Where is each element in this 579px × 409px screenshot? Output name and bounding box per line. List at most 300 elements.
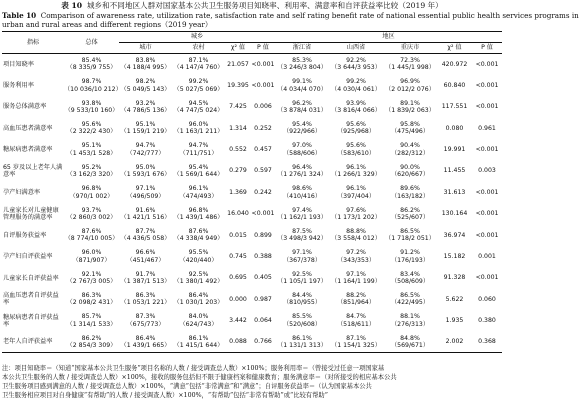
total-cell: [64, 225, 119, 246]
comparison-table: [2, 31, 502, 353]
table-row: [2, 289, 502, 310]
zhejiang-cell: [275, 182, 329, 203]
count-value: （583/610）: [336, 149, 376, 157]
table-caption-en-line2: urban and rural areas and different regions（2019 year）: [2, 20, 213, 29]
count-value: （2 854/3 309）: [66, 342, 117, 350]
header-shanxi: 山西省: [329, 43, 383, 54]
shanxi-cell: [329, 118, 383, 139]
p-value-cell: <0.001: [251, 60, 275, 68]
indicator-cell: 项目知晓率: [3, 60, 34, 68]
urban-cell: [119, 118, 172, 139]
rural-cell: [172, 96, 225, 117]
count-value: （1 453/1 528）: [66, 149, 117, 157]
p-value-cell: 0.766: [254, 338, 272, 346]
rate-value: 87.6%: [81, 227, 102, 235]
chi-square-cell: 7.425: [229, 103, 247, 111]
chi-square-cell: 19.991: [443, 145, 466, 153]
rate-value: 96.8%: [188, 206, 209, 214]
rural-cell: [172, 75, 225, 96]
rate-value: 86.3%: [135, 292, 156, 300]
count-value: （1 163/1 211）: [173, 128, 224, 136]
count-value: （1 173/1 202）: [331, 213, 381, 221]
rate-value: 92.2%: [346, 57, 366, 65]
rate-value: 93.2%: [135, 99, 156, 107]
rate-value: 87.3%: [135, 313, 156, 321]
rate-value: 94.7%: [135, 142, 156, 150]
rate-value: 85.3%: [292, 57, 312, 65]
count-value: （1 421/1 516）: [120, 213, 171, 221]
rate-value: 99.1%: [292, 78, 312, 86]
chi-square-cell: 0.080: [445, 124, 464, 132]
rate-value: 96.4%: [292, 163, 312, 171]
count-value: （3 246/3 804）: [277, 64, 327, 72]
count-value: （3 816/4 066）: [331, 106, 381, 114]
table-row: [2, 118, 502, 139]
rate-value: 72.3%: [400, 57, 420, 65]
count-value: （624/743）: [179, 320, 218, 328]
count-value: （675/773）: [126, 320, 165, 328]
table-caption-zh: [2, 1, 502, 10]
total-cell: [64, 203, 119, 224]
footnote-line: 注：项目知晓率＝（知道“国家基本公共卫生服务”项目名称的人数 / 接受调查总人数）×100%；服务利用率＝（曾接受过任意一项国家基: [2, 365, 385, 372]
count-value: （4 030/4 061）: [331, 85, 381, 93]
rate-value: 96.9%: [400, 78, 420, 86]
p-value-cell: 0.003: [478, 167, 496, 175]
zhejiang-cell: [275, 225, 329, 246]
urban-cell: [119, 160, 172, 181]
rate-value: 94.5%: [188, 99, 209, 107]
shanxi-cell: [329, 96, 383, 117]
indicator-cell: 自评服务获益率: [3, 231, 47, 239]
table-row: [2, 96, 502, 117]
count-value: （4 188/4 995）: [120, 64, 171, 72]
chongqing-cell: [383, 118, 437, 139]
chi-square-cell: 0.745: [229, 252, 247, 260]
indicator-cell: 服务总体满意率: [3, 103, 47, 111]
p-value-cell: 0.242: [254, 188, 272, 196]
rate-value: 95.1%: [135, 120, 156, 128]
count-value: （176/193）: [390, 256, 430, 264]
rate-value: 96.6%: [135, 249, 156, 257]
urban-cell: [119, 203, 172, 224]
count-value: （3 558/4 012）: [331, 235, 381, 243]
urban-cell: [119, 267, 172, 288]
rural-cell: [172, 289, 225, 310]
p-value-cell: <0.001: [475, 274, 499, 282]
table-row: [2, 182, 502, 203]
indicator-cell: 65 岁及以上老年人满意率: [3, 163, 63, 179]
count-value: （422/495）: [390, 299, 430, 307]
rate-value: 95.0%: [135, 163, 156, 171]
header-region: 地区: [275, 32, 502, 43]
rate-value: 97.1%: [346, 270, 366, 278]
total-cell: [64, 54, 119, 75]
rate-value: 89.1%: [400, 99, 420, 107]
count-value: （1 159/1 219）: [120, 128, 171, 136]
count-value: （1 154/1 325）: [331, 342, 381, 350]
chi-square-cell: 5.622: [445, 295, 464, 303]
rate-value: 86.1%: [188, 334, 209, 342]
p-value-cell: <0.001: [251, 210, 275, 218]
total-cell: [64, 289, 119, 310]
count-value: （1 439/1 665）: [120, 342, 171, 350]
count-value: （925/968）: [336, 128, 376, 136]
table-caption-en: [2, 11, 579, 20]
count-value: （367/378）: [282, 256, 322, 264]
rate-value: 93.8%: [81, 99, 102, 107]
zhejiang-cell: [275, 54, 329, 75]
rate-value: 86.3%: [81, 292, 102, 300]
chongqing-cell: [383, 96, 437, 117]
shanxi-cell: [329, 54, 383, 75]
p-value-cell: 0.899: [254, 231, 272, 239]
chongqing-cell: [383, 246, 437, 267]
p-value-cell: 0.380: [478, 317, 496, 325]
count-value: （2 860/3 002）: [66, 213, 117, 221]
count-value: （4 338/4 949）: [173, 235, 224, 243]
chi-square-cell: 0.552: [229, 145, 247, 153]
footnote-line: 卫生服务项目感到满意的人数 / 接受调查总人数）×100%，“满意”包括“非常满意”和“满意”；自评服务获益率＝（认为国家基本公共: [2, 383, 372, 390]
table-row: [2, 75, 502, 96]
rural-cell: [172, 225, 225, 246]
zhejiang-cell: [275, 160, 329, 181]
chi-square-cell: 36.974: [443, 231, 466, 239]
chi-square-cell: 16.040: [227, 210, 249, 218]
rural-cell: [172, 139, 225, 160]
rate-value: 96.8%: [81, 185, 102, 193]
rate-value: 95.6%: [346, 120, 366, 128]
header-urban: 城市: [119, 43, 172, 54]
chi-square-cell: 1.369: [229, 188, 247, 196]
table-row: [2, 203, 502, 224]
count-value: （4 034/4 070）: [277, 85, 327, 93]
shanxi-cell: [329, 203, 383, 224]
rate-value: 97.2%: [346, 249, 366, 257]
count-value: （2 322/2 430）: [66, 128, 117, 136]
zhejiang-cell: [275, 246, 329, 267]
shanxi-cell: [329, 160, 383, 181]
count-value: （1 439/1 486）: [173, 213, 224, 221]
chi-square-cell: 1.935: [445, 317, 464, 325]
rate-value: 92.1%: [81, 270, 102, 278]
count-value: （1 445/1 998）: [385, 64, 435, 72]
rate-value: 99.2%: [188, 78, 209, 86]
zhejiang-cell: [275, 139, 329, 160]
rate-value: 84.4%: [292, 292, 312, 300]
count-value: （1 105/1 197）: [277, 278, 327, 286]
count-value: （451/467）: [126, 256, 165, 264]
rural-cell: [172, 267, 225, 288]
urban-cell: [119, 310, 172, 331]
rate-value: 83.4%: [400, 270, 420, 278]
table-row: [2, 139, 502, 160]
rate-value: 95.6%: [81, 120, 102, 128]
count-value: （970/1 002）: [69, 192, 114, 200]
shanxi-cell: [329, 267, 383, 288]
shanxi-cell: [329, 75, 383, 96]
count-value: （1 569/1 644）: [173, 171, 224, 179]
zhejiang-cell: [275, 332, 329, 353]
table-row: [2, 267, 502, 288]
p-value-cell: <0.001: [475, 103, 499, 111]
count-value: （1 593/1 676）: [120, 171, 171, 179]
count-value: （276/313）: [390, 320, 430, 328]
count-value: （1 266/1 329）: [331, 171, 381, 179]
count-value: （343/353）: [336, 256, 376, 264]
urban-cell: [119, 75, 172, 96]
count-value: （1 164/1 199）: [331, 278, 381, 286]
rate-value: 98.6%: [292, 185, 312, 193]
count-value: （2 012/2 076）: [385, 85, 435, 93]
count-value: （3 162/3 320）: [66, 171, 117, 179]
table-body: [2, 54, 502, 353]
chongqing-cell: [383, 310, 437, 331]
zhejiang-cell: [275, 310, 329, 331]
rate-value: 84.7%: [346, 313, 366, 321]
p-value-cell: 0.252: [254, 124, 272, 132]
shanxi-cell: [329, 332, 383, 353]
chongqing-cell: [383, 289, 437, 310]
table-label-zh: 表 10: [61, 1, 83, 10]
total-cell: [64, 310, 119, 331]
rate-value: 88.1%: [400, 313, 420, 321]
header-zhejiang: 浙江省: [275, 43, 329, 54]
urban-cell: [119, 225, 172, 246]
total-cell: [64, 139, 119, 160]
rate-value: 91.7%: [135, 270, 156, 278]
chi-square-cell: 0.279: [229, 167, 247, 175]
count-value: （282/312）: [390, 149, 430, 157]
p-value-cell: 0.597: [254, 167, 272, 175]
p-value-cell: <0.001: [475, 188, 499, 196]
count-value: （4 786/5 136）: [120, 106, 171, 114]
table-row: [2, 225, 502, 246]
count-value: （3 878/4 031）: [277, 106, 327, 114]
chongqing-cell: [383, 203, 437, 224]
urban-cell: [119, 182, 172, 203]
chongqing-cell: [383, 182, 437, 203]
rate-value: 95.2%: [81, 163, 102, 171]
chi-square-cell: 0.000: [229, 295, 247, 303]
count-value: （4 747/5 024）: [173, 106, 224, 114]
chongqing-cell: [383, 139, 437, 160]
total-cell: [64, 332, 119, 353]
count-value: （2 767/3 005）: [66, 278, 117, 286]
chongqing-cell: [383, 54, 437, 75]
rate-value: 86.2%: [400, 206, 420, 214]
urban-cell: [119, 289, 172, 310]
indicator-cell: 糖尿病患者满意率: [3, 146, 53, 154]
rate-value: 96.0%: [81, 249, 102, 257]
chi-square-cell: 117.551: [441, 103, 468, 111]
count-value: （1 415/1 644）: [173, 342, 224, 350]
chi-square-cell: 0.015: [229, 231, 247, 239]
count-value: （496/509）: [126, 192, 165, 200]
table-footnote: [2, 364, 502, 400]
header-urban-rural: 城乡: [119, 32, 275, 43]
rural-cell: [172, 246, 225, 267]
rate-value: 84.8%: [400, 334, 420, 342]
urban-cell: [119, 96, 172, 117]
rate-value: 95.5%: [188, 249, 209, 257]
indicator-cell: 服务利用率: [3, 81, 34, 89]
p-value-cell: 0.961: [478, 124, 496, 132]
table-title-zh: 城乡和不同地区人群对国家基本公共卫生服务项目知晓率、利用率、满意率和自评获益率比较（2019 年）: [86, 1, 443, 10]
count-value: （8 335/9 755）: [66, 64, 117, 72]
count-value: （1 314/1 533）: [66, 320, 117, 328]
rate-value: 86.4%: [135, 334, 156, 342]
count-value: （397/404）: [336, 192, 376, 200]
rate-value: 87.1%: [346, 334, 366, 342]
rural-cell: [172, 182, 225, 203]
footnote-line: 本公共卫生服务的人数 / 接受调查总人数）×100%，接收的服务包括但不限于健康档案和健康教育；服务满意率＝（对所接受的相应基本公共: [2, 374, 397, 381]
rate-value: 96.2%: [292, 99, 312, 107]
count-value: （10 036/10 212）: [64, 85, 122, 93]
indicator-cell: 孕产妇自评获益率: [3, 253, 53, 261]
zhejiang-cell: [275, 96, 329, 117]
count-value: （810/955）: [282, 299, 322, 307]
chi-square-cell: 2.002: [445, 338, 464, 346]
rate-value: 86.2%: [81, 334, 102, 342]
rate-value: 95.4%: [292, 120, 312, 128]
rate-value: 87.7%: [135, 227, 156, 235]
rate-value: 87.5%: [292, 227, 312, 235]
p-value-cell: 0.064: [254, 317, 272, 325]
rate-value: 91.6%: [135, 206, 156, 214]
chi-square-cell: 15.182: [443, 252, 466, 260]
table-row: [2, 246, 502, 267]
count-value: （520/608）: [282, 320, 322, 328]
count-value: （508/609）: [390, 278, 430, 286]
p-value-cell: 0.405: [254, 274, 272, 282]
urban-cell: [119, 246, 172, 267]
rural-cell: [172, 118, 225, 139]
table-row: [2, 310, 502, 331]
total-cell: [64, 267, 119, 288]
rural-cell: [172, 160, 225, 181]
shanxi-cell: [329, 289, 383, 310]
p-value-cell: 0.001: [478, 252, 496, 260]
rate-value: 88.2%: [346, 292, 366, 300]
count-value: （1 053/1 221）: [120, 299, 171, 307]
chi-square-cell: 0.088: [229, 338, 247, 346]
rural-cell: [172, 203, 225, 224]
rate-value: 93.7%: [81, 206, 102, 214]
rate-value: 95.4%: [188, 163, 209, 171]
rate-value: 86.1%: [292, 334, 312, 342]
count-value: （1 030/1 203）: [173, 299, 224, 307]
chongqing-cell: [383, 267, 437, 288]
rate-value: 96.0%: [188, 120, 209, 128]
count-value: （871/907）: [72, 256, 111, 264]
count-value: （1 718/2 051）: [385, 235, 435, 243]
count-value: （5 027/5 069）: [173, 85, 224, 93]
rate-value: 87.6%: [188, 227, 209, 235]
count-value: （518/611）: [336, 320, 376, 328]
p-value-cell: <0.001: [475, 145, 499, 153]
rural-cell: [172, 332, 225, 353]
zhejiang-cell: [275, 75, 329, 96]
rate-value: 97.4%: [292, 206, 312, 214]
p-value-cell: 0.987: [254, 295, 272, 303]
header-chi-square-1: χ² 值: [225, 43, 251, 54]
table-row: [2, 332, 502, 353]
count-value: （525/607）: [390, 213, 430, 221]
zhejiang-cell: [275, 289, 329, 310]
indicator-cell: 糖尿病患者自评获益率: [3, 313, 59, 328]
p-value-cell: 0.060: [478, 295, 496, 303]
rate-value: 84.0%: [188, 313, 209, 321]
rate-value: 85.4%: [81, 57, 102, 65]
count-value: （742/777）: [126, 149, 165, 157]
urban-cell: [119, 332, 172, 353]
rate-value: 86.5%: [400, 292, 420, 300]
count-value: （8 774/10 005）: [64, 235, 119, 243]
chi-square-cell: 19.395: [227, 81, 249, 89]
table-label-en: Table 10: [2, 11, 37, 20]
total-cell: [64, 160, 119, 181]
count-value: （1 839/2 063）: [385, 106, 435, 114]
shanxi-cell: [329, 139, 383, 160]
chongqing-cell: [383, 332, 437, 353]
header-p-value-1: P 值: [251, 43, 275, 54]
indicator-cell: 儿童家长自评获益率: [3, 274, 59, 282]
rate-value: 97.6%: [346, 206, 366, 214]
count-value: （1 131/1 313）: [277, 342, 327, 350]
rate-value: 96.1%: [346, 185, 366, 193]
count-value: （4 436/5 058）: [120, 235, 171, 243]
count-value: （1 276/1 324）: [277, 171, 327, 179]
p-value-cell: <0.001: [251, 81, 275, 89]
rate-value: 94.7%: [188, 142, 209, 150]
chi-square-cell: 11.455: [443, 167, 466, 175]
chi-square-cell: 420.972: [441, 60, 468, 68]
total-cell: [64, 246, 119, 267]
p-value-cell: <0.001: [475, 81, 499, 89]
rate-value: 86.5%: [400, 227, 420, 235]
count-value: （3 644/3 953）: [331, 64, 381, 72]
count-value: （410/416）: [282, 192, 322, 200]
shanxi-cell: [329, 310, 383, 331]
rate-value: 92.5%: [188, 270, 209, 278]
indicator-cell: 老年人自评获益率: [3, 338, 53, 346]
count-value: （2 098/2 431）: [66, 299, 117, 307]
rate-value: 86.4%: [188, 292, 209, 300]
count-value: （1 162/1 193）: [277, 213, 327, 221]
rural-cell: [172, 310, 225, 331]
indicator-cell: 儿童家长对儿童健康管理服务的满意率: [3, 206, 59, 221]
chongqing-cell: [383, 75, 437, 96]
header-chi-square-2: χ² 值: [437, 43, 472, 54]
total-cell: [64, 182, 119, 203]
rate-value: 85.7%: [81, 313, 102, 321]
rate-value: 89.6%: [400, 185, 420, 193]
p-value-cell: <0.001: [475, 231, 499, 239]
footnote-line: 卫生服务相应项目对自身健康“有帮助”的人数 / 接受调查人数）×100%，“有帮助”包括“非常有帮助”或“比较有帮助”: [2, 392, 328, 399]
count-value: （620/667）: [390, 171, 430, 179]
rate-value: 97.0%: [292, 142, 312, 150]
p-value-cell: 0.368: [478, 338, 496, 346]
count-value: （588/606）: [282, 149, 322, 157]
rate-value: 98.2%: [135, 78, 156, 86]
chi-square-cell: 91.328: [443, 274, 466, 282]
shanxi-cell: [329, 225, 383, 246]
rate-value: 99.2%: [346, 78, 366, 86]
rate-value: 93.9%: [346, 99, 366, 107]
indicator-cell: 高血压患者自评获益率: [3, 292, 59, 307]
total-cell: [64, 96, 119, 117]
header-p-value-2: P 值: [472, 43, 502, 54]
